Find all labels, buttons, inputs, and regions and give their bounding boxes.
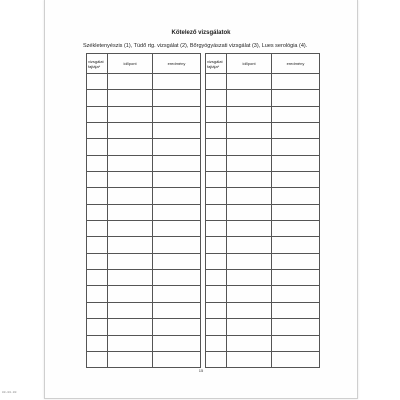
table-row bbox=[206, 123, 320, 139]
column-header-result: eredmény bbox=[153, 54, 201, 74]
result-cell[interactable] bbox=[153, 123, 201, 139]
exam-type-cell[interactable] bbox=[206, 155, 227, 171]
exam-type-legend: Székletenyészis (1), Tüdő rtg. vizsgálat (2), Bőrgyógyászati vizsgálat (3), Lues serológia (4). bbox=[83, 43, 308, 49]
table-row bbox=[206, 286, 320, 302]
table-row bbox=[87, 204, 201, 220]
column-header-time: időpont bbox=[108, 54, 153, 74]
column-header-time: időpont bbox=[227, 54, 272, 74]
result-cell[interactable] bbox=[272, 335, 320, 351]
exam-type-cell[interactable] bbox=[87, 188, 108, 204]
result-cell[interactable] bbox=[272, 188, 320, 204]
time-cell[interactable] bbox=[108, 270, 153, 286]
table-row bbox=[87, 188, 201, 204]
time-cell[interactable] bbox=[108, 319, 153, 335]
table-row bbox=[87, 237, 201, 253]
table-row bbox=[87, 139, 201, 155]
page-title: Kötelező vizsgálatok bbox=[171, 30, 231, 36]
table-row bbox=[87, 270, 201, 286]
result-cell[interactable] bbox=[153, 335, 201, 351]
exam-type-cell[interactable] bbox=[87, 335, 108, 351]
exam-type-cell[interactable] bbox=[87, 302, 108, 318]
exam-type-cell[interactable] bbox=[206, 221, 227, 237]
table-row bbox=[206, 319, 320, 335]
result-cell[interactable] bbox=[153, 351, 201, 367]
exam-type-cell[interactable] bbox=[87, 351, 108, 367]
column-header-exam-type bbox=[87, 54, 108, 74]
exam-table-left bbox=[86, 53, 201, 368]
exam-type-cell[interactable] bbox=[206, 90, 227, 106]
time-cell[interactable] bbox=[227, 319, 272, 335]
exam-type-cell[interactable] bbox=[206, 351, 227, 367]
result-cell[interactable] bbox=[272, 221, 320, 237]
table-header-row bbox=[87, 54, 201, 74]
table-row bbox=[206, 106, 320, 122]
exam-type-cell[interactable] bbox=[87, 106, 108, 122]
table-row bbox=[206, 335, 320, 351]
form-page bbox=[44, 0, 358, 399]
table-row bbox=[87, 335, 201, 351]
table-row bbox=[87, 351, 201, 367]
exam-type-cell[interactable] bbox=[87, 286, 108, 302]
result-cell[interactable] bbox=[272, 319, 320, 335]
time-cell[interactable] bbox=[227, 286, 272, 302]
result-cell[interactable] bbox=[272, 253, 320, 269]
table-row bbox=[206, 90, 320, 106]
result-cell[interactable] bbox=[272, 90, 320, 106]
table-row bbox=[206, 172, 320, 188]
exam-type-cell[interactable] bbox=[206, 237, 227, 253]
result-cell[interactable] bbox=[153, 106, 201, 122]
time-cell[interactable] bbox=[108, 221, 153, 237]
result-cell[interactable] bbox=[153, 155, 201, 171]
table-header-row bbox=[206, 54, 320, 74]
exam-type-cell[interactable] bbox=[206, 123, 227, 139]
time-cell[interactable] bbox=[108, 351, 153, 367]
result-cell[interactable] bbox=[272, 351, 320, 367]
table-row bbox=[87, 90, 201, 106]
time-cell[interactable] bbox=[227, 123, 272, 139]
time-cell[interactable] bbox=[108, 172, 153, 188]
exam-type-cell[interactable] bbox=[87, 204, 108, 220]
time-cell[interactable] bbox=[108, 286, 153, 302]
result-cell[interactable] bbox=[153, 237, 201, 253]
result-cell[interactable] bbox=[153, 221, 201, 237]
time-cell[interactable] bbox=[108, 123, 153, 139]
result-cell[interactable] bbox=[272, 155, 320, 171]
time-cell[interactable] bbox=[227, 302, 272, 318]
result-cell[interactable] bbox=[153, 270, 201, 286]
table-row bbox=[87, 123, 201, 139]
exam-type-cell[interactable] bbox=[206, 253, 227, 269]
table-row bbox=[206, 221, 320, 237]
exam-type-cell[interactable] bbox=[87, 237, 108, 253]
result-cell[interactable] bbox=[153, 172, 201, 188]
time-cell[interactable] bbox=[108, 106, 153, 122]
result-cell[interactable] bbox=[153, 90, 201, 106]
exam-type-cell[interactable] bbox=[206, 74, 227, 90]
exam-type-cell[interactable] bbox=[206, 319, 227, 335]
time-cell[interactable] bbox=[227, 74, 272, 90]
result-cell[interactable] bbox=[272, 123, 320, 139]
time-cell[interactable] bbox=[108, 253, 153, 269]
result-cell[interactable] bbox=[153, 286, 201, 302]
time-cell[interactable] bbox=[227, 221, 272, 237]
exam-type-label-line2: fajtája* bbox=[207, 63, 220, 69]
result-cell[interactable] bbox=[272, 237, 320, 253]
time-cell[interactable] bbox=[227, 90, 272, 106]
time-cell[interactable] bbox=[227, 335, 272, 351]
exam-type-cell[interactable] bbox=[87, 319, 108, 335]
time-cell[interactable] bbox=[108, 237, 153, 253]
table-row bbox=[87, 319, 201, 335]
print-code: 00-00-00 bbox=[2, 391, 17, 394]
table-row bbox=[87, 221, 201, 237]
time-cell[interactable] bbox=[108, 74, 153, 90]
exam-type-cell[interactable] bbox=[87, 90, 108, 106]
exam-type-cell[interactable] bbox=[87, 172, 108, 188]
exam-type-cell[interactable] bbox=[206, 270, 227, 286]
table-row bbox=[206, 139, 320, 155]
table-row bbox=[87, 106, 201, 122]
time-cell[interactable] bbox=[227, 106, 272, 122]
time-cell[interactable] bbox=[108, 188, 153, 204]
exam-type-cell[interactable] bbox=[87, 139, 108, 155]
time-cell[interactable] bbox=[108, 90, 153, 106]
table-row bbox=[87, 302, 201, 318]
exam-table-right bbox=[205, 53, 320, 368]
result-cell[interactable] bbox=[272, 270, 320, 286]
time-cell[interactable] bbox=[227, 172, 272, 188]
table-row bbox=[87, 286, 201, 302]
result-cell[interactable] bbox=[153, 188, 201, 204]
result-cell[interactable] bbox=[153, 319, 201, 335]
time-cell[interactable] bbox=[227, 237, 272, 253]
time-cell[interactable] bbox=[227, 139, 272, 155]
table-body bbox=[206, 74, 320, 368]
exam-type-cell[interactable] bbox=[87, 74, 108, 90]
result-cell[interactable] bbox=[272, 139, 320, 155]
result-cell[interactable] bbox=[272, 204, 320, 220]
exam-type-cell[interactable] bbox=[206, 172, 227, 188]
exam-type-cell[interactable] bbox=[206, 302, 227, 318]
table-row bbox=[206, 188, 320, 204]
table-row bbox=[206, 74, 320, 90]
exam-type-cell[interactable] bbox=[206, 286, 227, 302]
exam-type-cell[interactable] bbox=[206, 335, 227, 351]
page-number: 15 bbox=[198, 368, 204, 373]
table-row bbox=[87, 74, 201, 90]
result-cell[interactable] bbox=[153, 74, 201, 90]
time-cell[interactable] bbox=[108, 155, 153, 171]
exam-type-cell[interactable] bbox=[87, 253, 108, 269]
table-row bbox=[206, 253, 320, 269]
exam-type-cell[interactable] bbox=[206, 106, 227, 122]
result-cell[interactable] bbox=[153, 302, 201, 318]
exam-type-cell[interactable] bbox=[206, 188, 227, 204]
table-row bbox=[206, 204, 320, 220]
time-cell[interactable] bbox=[227, 155, 272, 171]
table-row bbox=[206, 237, 320, 253]
column-header-exam-type bbox=[206, 54, 227, 74]
table-body bbox=[87, 74, 201, 368]
table-row bbox=[87, 172, 201, 188]
table-row bbox=[206, 270, 320, 286]
table-row bbox=[206, 351, 320, 367]
result-cell[interactable] bbox=[153, 253, 201, 269]
time-cell[interactable] bbox=[227, 253, 272, 269]
time-cell[interactable] bbox=[108, 335, 153, 351]
exam-type-cell[interactable] bbox=[87, 155, 108, 171]
table-row bbox=[206, 155, 320, 171]
result-cell[interactable] bbox=[272, 74, 320, 90]
time-cell[interactable] bbox=[108, 302, 153, 318]
result-cell[interactable] bbox=[272, 172, 320, 188]
result-cell[interactable] bbox=[272, 286, 320, 302]
exam-type-label-line1: vizsgálat bbox=[207, 58, 223, 64]
result-cell[interactable] bbox=[272, 106, 320, 122]
time-cell[interactable] bbox=[108, 139, 153, 155]
time-cell[interactable] bbox=[108, 204, 153, 220]
result-cell[interactable] bbox=[153, 204, 201, 220]
exam-type-label-line2: fajtája* bbox=[88, 63, 101, 69]
time-cell[interactable] bbox=[227, 204, 272, 220]
table-row bbox=[206, 302, 320, 318]
exam-type-cell[interactable] bbox=[206, 204, 227, 220]
time-cell[interactable] bbox=[227, 188, 272, 204]
table-row bbox=[87, 253, 201, 269]
table-row bbox=[87, 155, 201, 171]
exam-type-cell[interactable] bbox=[87, 221, 108, 237]
column-header-result: eredmény bbox=[272, 54, 320, 74]
exam-type-cell[interactable] bbox=[87, 123, 108, 139]
time-cell[interactable] bbox=[227, 351, 272, 367]
result-cell[interactable] bbox=[272, 302, 320, 318]
time-cell[interactable] bbox=[227, 270, 272, 286]
exam-type-cell[interactable] bbox=[206, 139, 227, 155]
exam-type-cell[interactable] bbox=[87, 270, 108, 286]
result-cell[interactable] bbox=[153, 139, 201, 155]
exam-type-label-line1: vizsgálat bbox=[88, 58, 104, 64]
